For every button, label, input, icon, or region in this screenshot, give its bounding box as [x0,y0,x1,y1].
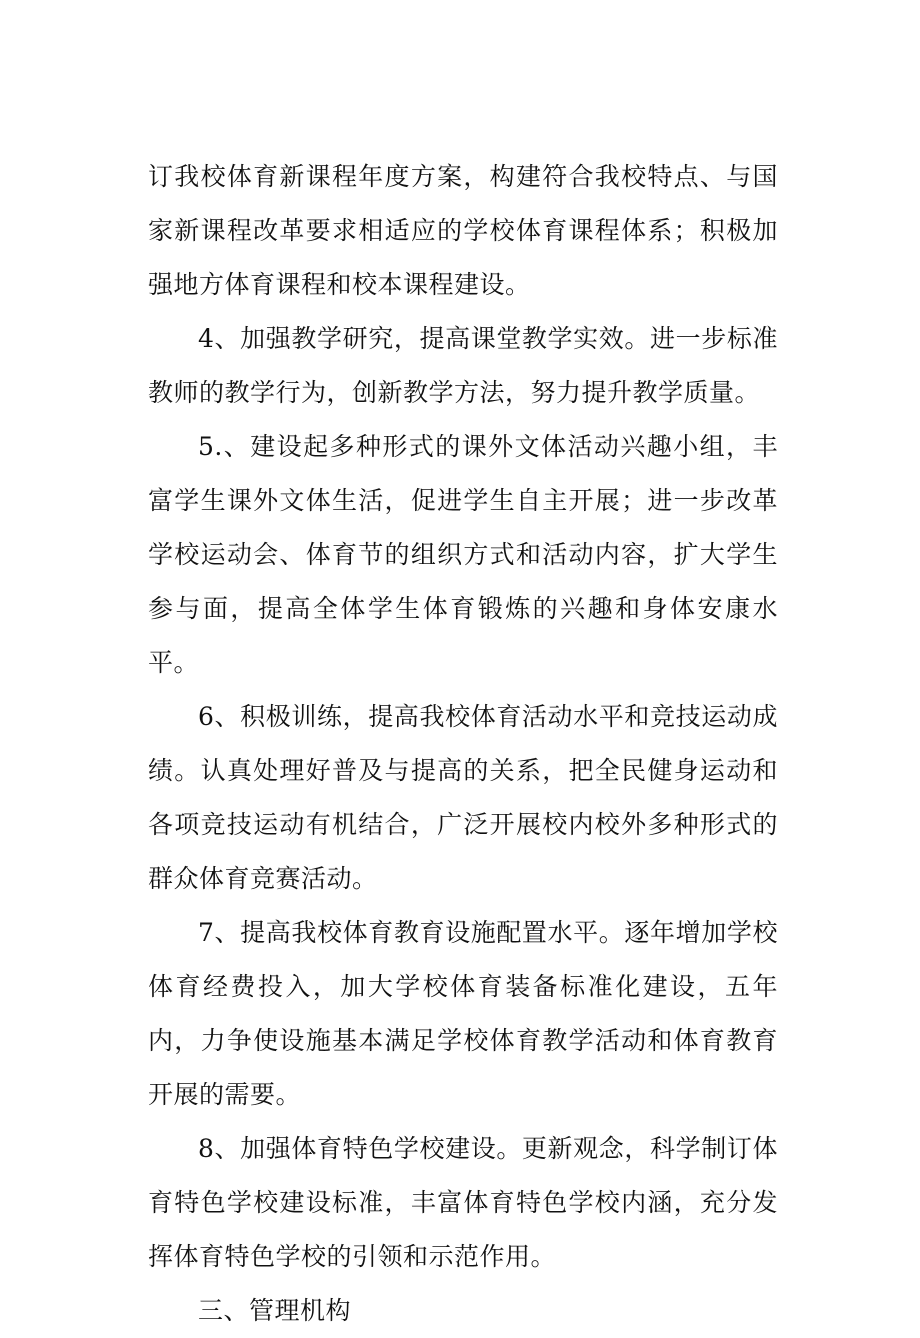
paragraph-item-5: 5.、建设起多种形式的课外文体活动兴趣小组，丰富学生课外文体生活，促进学生自主开展；进一步改革学校运动会、体育节的组织方式和活动内容，扩大学生参与面，提高全体学生体育锻炼的兴趣和身体安康水平。 [148,432,778,677]
section-heading: 三、管理机构 [198,1296,352,1325]
paragraph-continuation: 订我校体育新课程年度方案，构建符合我校特点、与国家新课程改革要求相适应的学校体育课程体系；积极加强地方体育课程和校本课程建设。 [148,162,778,299]
document-body [148,150,778,1338]
paragraph-item-4: 4、加强教学研究，提高课堂教学实效。进一步标准教师的教学行为，创新教学方法，努力提升教学质量。 [148,324,778,407]
paragraph-item-6: 6、积极训练，提高我校体育活动水平和竞技运动成绩。认真处理好普及与提高的关系，把全民健身运动和各项竞技运动有机结合，广泛开展校内校外多种形式的群众体育竞赛活动。 [148,702,778,893]
paragraph-item-8: 8、加强体育特色学校建设。更新观念，科学制订体育特色学校建设标准，丰富体育特色学校内涵，充分发挥体育特色学校的引领和示范作用。 [148,1134,778,1271]
paragraph-item-7: 7、提高我校体育教育设施配置水平。逐年增加学校体育经费投入，加大学校体育装备标准化建设，五年内，力争使设施基本满足学校体育教学活动和体育教育开展的需要。 [148,918,778,1109]
